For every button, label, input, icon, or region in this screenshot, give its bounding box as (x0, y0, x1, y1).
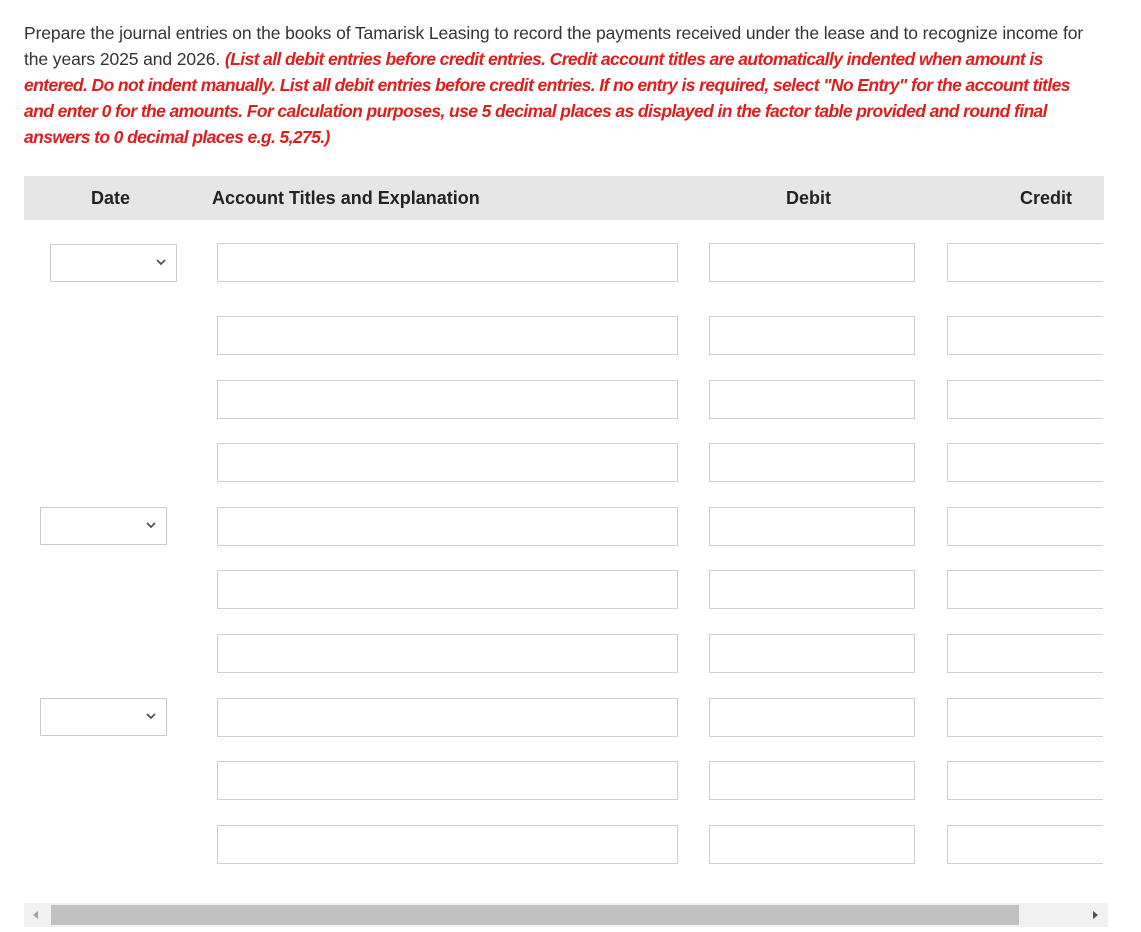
debit-input[interactable] (709, 570, 915, 609)
credit-input[interactable] (947, 698, 1103, 737)
account-title-input[interactable] (217, 316, 678, 355)
credit-input[interactable] (947, 316, 1103, 355)
debit-input[interactable] (709, 243, 915, 282)
credit-input[interactable] (947, 507, 1103, 546)
instructions-text: Prepare the journal entries on the books of Tamarisk Leasing to record the payments received under the lease and to recognize income for the years 2025 and 2026. (24, 23, 1084, 69)
account-title-input[interactable] (217, 243, 678, 282)
debit-input[interactable] (709, 634, 915, 673)
account-title-input[interactable] (217, 698, 678, 737)
header-credit: Credit (1020, 188, 1073, 208)
credit-input[interactable] (947, 634, 1103, 673)
chevron-down-icon (144, 707, 158, 725)
chevron-down-icon (154, 253, 168, 271)
header-debit: Debit (786, 188, 831, 208)
credit-input[interactable] (947, 380, 1103, 419)
chevron-down-icon (144, 516, 158, 534)
credit-input[interactable] (947, 243, 1103, 282)
credit-input[interactable] (947, 570, 1103, 609)
arrow-left-icon[interactable] (24, 903, 48, 927)
account-title-input[interactable] (217, 507, 678, 546)
debit-input[interactable] (709, 825, 915, 864)
instructions-emphasis: (List all debit entries before credit entries. Credit account titles are automatically indented when amount is entered. Do not indent manually. List all debit entries before credit entries. If no entry is required, select "No Entry" for the account titles and enter 0 for the amounts. For calculation purposes, use 5 decimal places as displayed in the factor table provided and round final answers to 0 decimal places e.g. 5,275.) (24, 49, 1070, 147)
horizontal-scrollbar[interactable] (24, 903, 1108, 927)
debit-input[interactable] (709, 698, 915, 737)
debit-input[interactable] (709, 380, 915, 419)
account-title-input[interactable] (217, 761, 678, 800)
account-title-input[interactable] (217, 443, 678, 482)
account-title-input[interactable] (217, 380, 678, 419)
date-select[interactable] (40, 698, 167, 736)
account-title-input[interactable] (217, 570, 678, 609)
date-select[interactable] (50, 244, 177, 282)
arrow-right-icon[interactable] (1084, 903, 1108, 927)
journal-table-header (24, 176, 1104, 220)
header-account-titles: Account Titles and Explanation (212, 188, 480, 208)
date-select[interactable] (40, 507, 167, 545)
account-title-input[interactable] (217, 634, 678, 673)
account-title-input[interactable] (217, 825, 678, 864)
instructions (24, 20, 1094, 150)
scrollbar-thumb[interactable] (51, 905, 1019, 925)
debit-input[interactable] (709, 443, 915, 482)
debit-input[interactable] (709, 761, 915, 800)
debit-input[interactable] (709, 507, 915, 546)
credit-input[interactable] (947, 443, 1103, 482)
header-date: Date (91, 188, 131, 208)
credit-input[interactable] (947, 761, 1103, 800)
credit-input[interactable] (947, 825, 1103, 864)
debit-input[interactable] (709, 316, 915, 355)
